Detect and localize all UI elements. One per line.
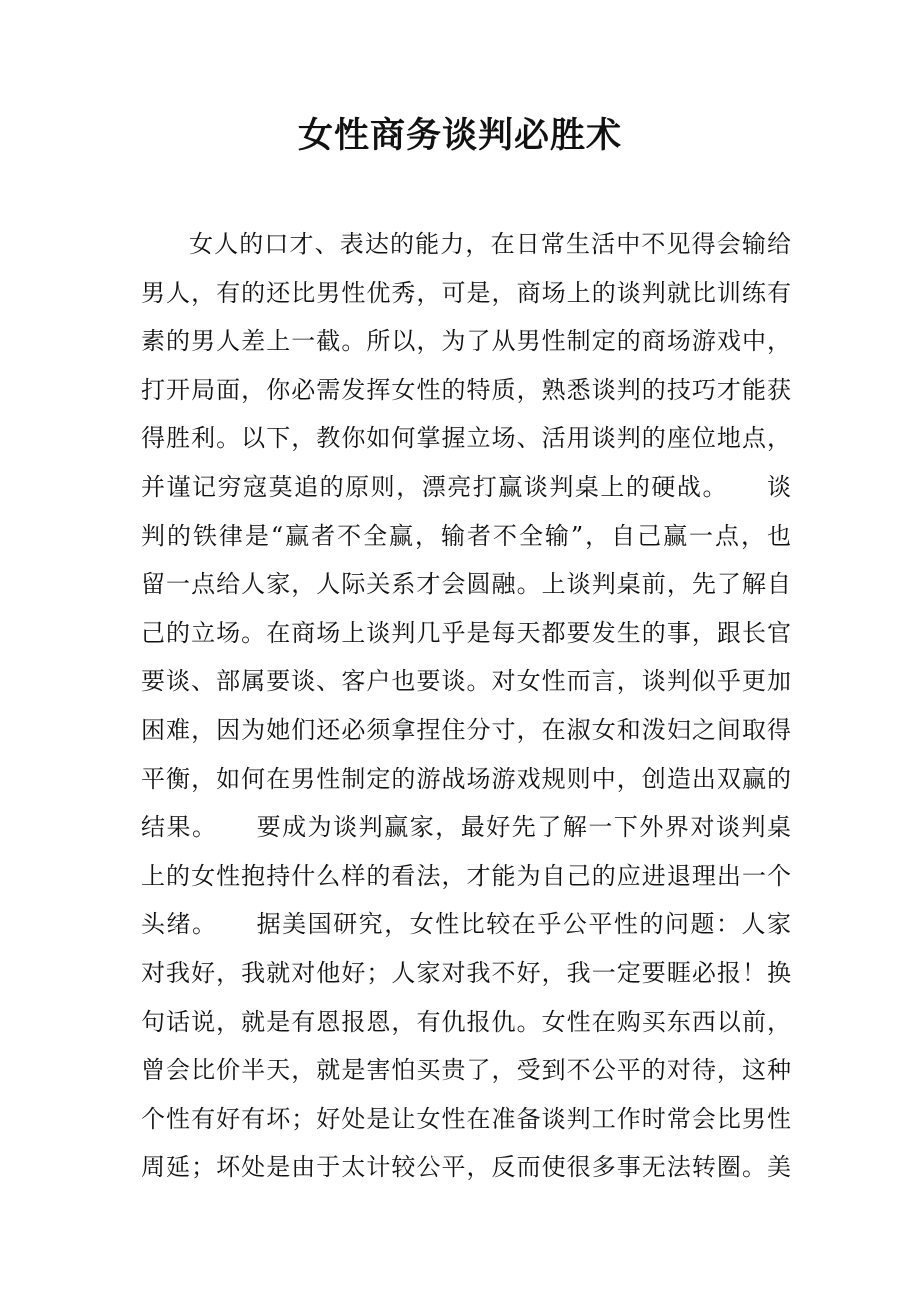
body-line: 平衡，如何在男性制定的游战场游戏规则中，创造出双赢的 bbox=[141, 764, 791, 793]
body-line: 男人，有的还比男性优秀，可是，商场上的谈判就比训练有 bbox=[141, 278, 791, 307]
body-line: 得胜利。以下，教你如何掌握立场、活用谈判的座位地点， bbox=[141, 424, 791, 453]
body-line: 头绪。 据美国研究，女性比较在乎公平性的问题：人家 bbox=[141, 910, 791, 939]
body-line: 打开局面，你必需发挥女性的特质，熟悉谈判的技巧才能获 bbox=[141, 375, 791, 404]
body-line: 结果。 要成为谈判赢家，最好先了解一下外界对谈判桌 bbox=[141, 813, 791, 842]
document-body bbox=[141, 220, 791, 1192]
body-line: 己的立场。在商场上谈判几乎是每天都要发生的事，跟长官 bbox=[141, 618, 791, 647]
body-line: 句话说，就是有恩报恩，有仇报仇。女性在购买东西以前， bbox=[141, 1007, 791, 1036]
body-line: 判的铁律是“赢者不全赢，输者不全输”，自己赢一点，也 bbox=[141, 521, 791, 550]
body-line: 女人的口才、表达的能力，在日常生活中不见得会输给 bbox=[189, 230, 791, 258]
body-line: 要谈、部属要谈、客户也要谈。对女性而言，谈判似乎更加 bbox=[141, 667, 791, 696]
body-line: 素的男人差上一截。所以，为了从男性制定的商场游戏中， bbox=[141, 327, 791, 356]
body-line: 留一点给人家，人际关系才会圆融。上谈判桌前，先了解自 bbox=[141, 570, 791, 599]
body-line: 上的女性抱持什么样的看法，才能为自己的应进退理出一个 bbox=[141, 861, 791, 890]
body-line: 对我好，我就对他好；人家对我不好，我一定要睚必报！换 bbox=[141, 958, 791, 987]
body-line: 并谨记穷寇莫追的原则，漂亮打赢谈判桌上的硬战。 谈 bbox=[141, 472, 791, 501]
body-line: 困难，因为她们还必须拿捏住分寸，在淑女和泼妇之间取得 bbox=[141, 715, 791, 744]
body-line: 曾会比价半天，就是害怕买贵了，受到不公平的对待，这种 bbox=[141, 1056, 791, 1085]
body-line: 周延；坏处是由于太计较公平，反而使很多事无法转圈。美 bbox=[141, 1153, 791, 1182]
body-line: 个性有好有坏；好处是让女性在准备谈判工作时常会比男性 bbox=[141, 1104, 791, 1133]
document-title: 女性商务谈判必胜术 bbox=[297, 115, 622, 156]
